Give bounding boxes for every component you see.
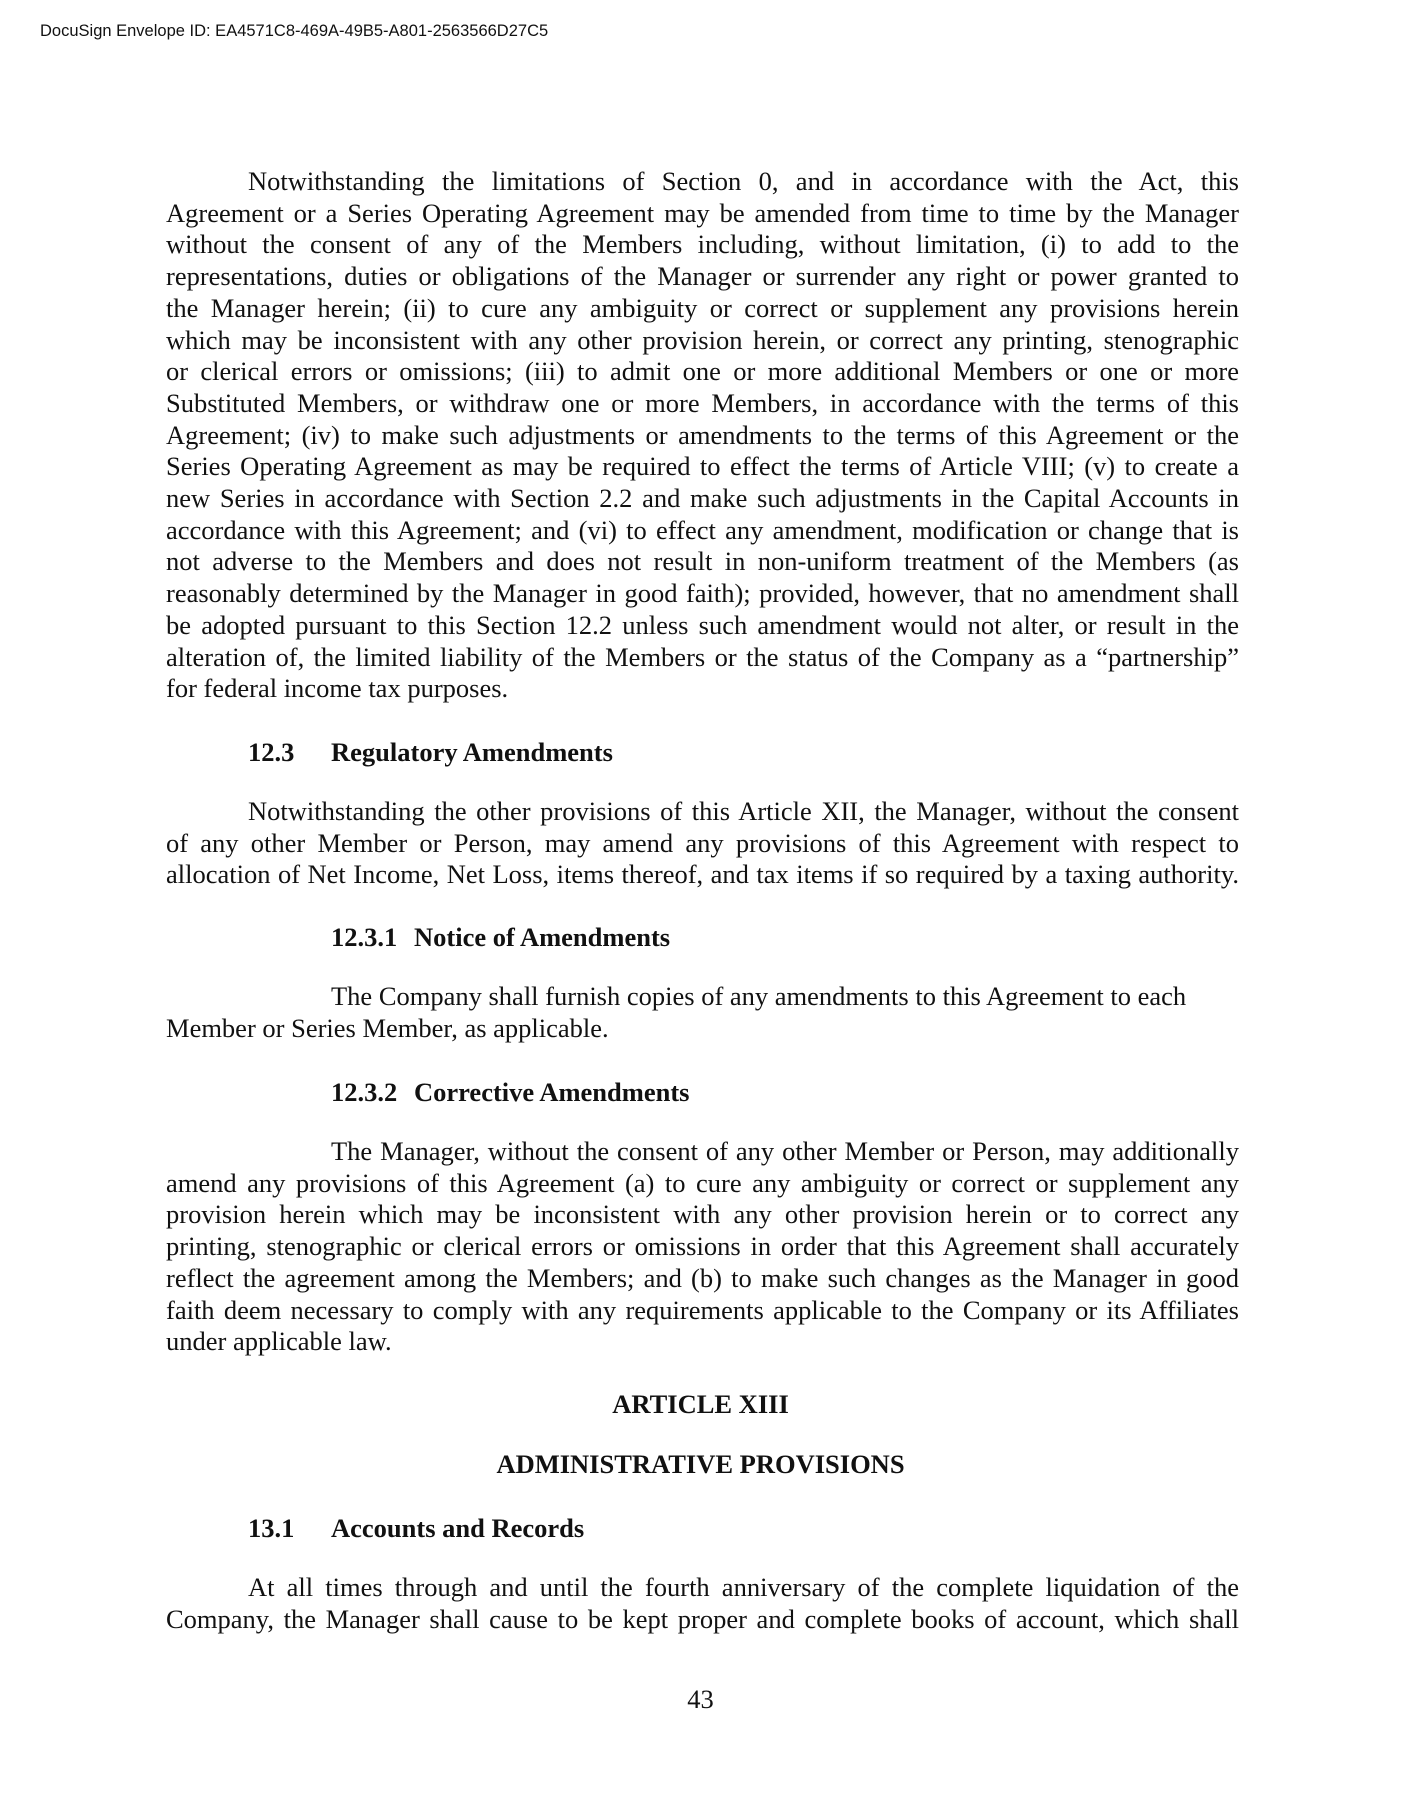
section-title: Accounts and Records	[331, 1513, 585, 1543]
text-line: provision herein which may be inconsistent with any other provision herein or to correct any	[166, 1199, 1239, 1230]
text-line: The Manager, without the consent of any other Member or Person, may additionally	[331, 1136, 1239, 1166]
text-line: not adverse to the Members and does not result in non-uniform treatment of the Members (as	[166, 546, 1239, 577]
text-line: Notwithstanding the other provisions of this Article XII, the Manager, without the consent	[248, 796, 1239, 826]
text-line: The Company shall furnish copies of any amendments to this Agreement to each	[331, 981, 1187, 1011]
article-number: ARTICLE XIII	[612, 1389, 789, 1419]
text-line: Series Operating Agreement as may be required to effect the terms of Article VIII; (v) to create a	[166, 451, 1239, 482]
docusign-envelope-id: DocuSign Envelope ID: EA4571C8-469A-49B5-A801-2563566D27C5	[40, 22, 549, 40]
text-line: new Series in accordance with Section 2.2 and make such adjustments in the Capital Accounts in	[166, 483, 1239, 514]
text-line: under applicable law.	[166, 1326, 392, 1357]
text-line: the Manager herein; (ii) to cure any ambiguity or correct or supplement any provisions herein	[166, 292, 1239, 323]
page-number: 43	[687, 1684, 714, 1714]
text-line: without the consent of any of the Members including, without limitation, (i) to add to the	[166, 229, 1239, 260]
text-line: for federal income tax purposes.	[166, 673, 509, 704]
section-title: Regulatory Amendments	[331, 737, 613, 767]
text-line: representations, duties or obligations of the Manager or surrender any right or power granted to	[166, 261, 1239, 292]
text-line: printing, stenographic or clerical errors or omissions in order that this Agreement shall accurately	[166, 1231, 1239, 1262]
text-line: At all times through and until the fourth anniversary of the complete liquidation of the	[248, 1572, 1239, 1602]
text-line: Agreement; (iv) to make such adjustments or amendments to the terms of this Agreement or the	[166, 419, 1239, 450]
section-title: Corrective Amendments	[414, 1077, 690, 1107]
article-title: ADMINISTRATIVE PROVISIONS	[496, 1449, 905, 1479]
text-line: or clerical errors or omissions; (iii) to admit one or more additional Members or one or more	[166, 356, 1239, 387]
text-line: Substituted Members, or withdraw one or more Members, in accordance with the terms of this	[166, 387, 1239, 418]
section-title: Notice of Amendments	[414, 922, 671, 952]
section-number: 12.3	[248, 737, 295, 767]
text-line: Company, the Manager shall cause to be kept proper and complete books of account, which shall	[166, 1603, 1239, 1634]
paragraph-accounts-and-records	[166, 1572, 1239, 1635]
text-line: Member or Series Member, as applicable.	[166, 1012, 609, 1043]
text-line: Agreement or a Series Operating Agreement may be amended from time to time by the Manager	[166, 197, 1239, 228]
text-line: reasonably determined by the Manager in good faith); provided, however, that no amendment shall	[166, 578, 1239, 609]
section-number: 12.3.1	[331, 922, 398, 952]
text-line: which may be inconsistent with any other provision herein, or correct any printing, stenographic	[166, 324, 1239, 355]
text-line: reflect the agreement among the Members; and (b) to make such changes as the Manager in good	[166, 1262, 1239, 1293]
text-line: be adopted pursuant to this Section 12.2 unless such amendment would not alter, or result in the	[166, 609, 1239, 640]
paragraph-notice-of-amendments	[166, 981, 1239, 1044]
paragraph-regulatory-amendments	[166, 796, 1239, 891]
text-line: alteration of, the limited liability of the Members or the status of the Company as a “partnership”	[166, 641, 1239, 672]
text-line: faith deem necessary to comply with any requirements applicable to the Company or its Affiliates	[166, 1294, 1239, 1325]
text-line: Notwithstanding the limitations of Section 0, and in accordance with the Act, this	[248, 166, 1239, 196]
section-number: 12.3.2	[331, 1077, 398, 1107]
paragraph-corrective-amendments	[166, 1136, 1239, 1358]
text-line: accordance with this Agreement; and (vi) to effect any amendment, modification or change that is	[166, 514, 1239, 545]
section-number: 13.1	[248, 1513, 295, 1543]
paragraph-amendments-by-manager	[166, 166, 1239, 705]
text-line: allocation of Net Income, Net Loss, items thereof, and tax items if so required by a taxing authority.	[166, 859, 1239, 890]
text-line: of any other Member or Person, may amend any provisions of this Agreement with respect to	[166, 827, 1239, 858]
text-line: amend any provisions of this Agreement (a) to cure any ambiguity or correct or supplement any	[166, 1167, 1239, 1198]
